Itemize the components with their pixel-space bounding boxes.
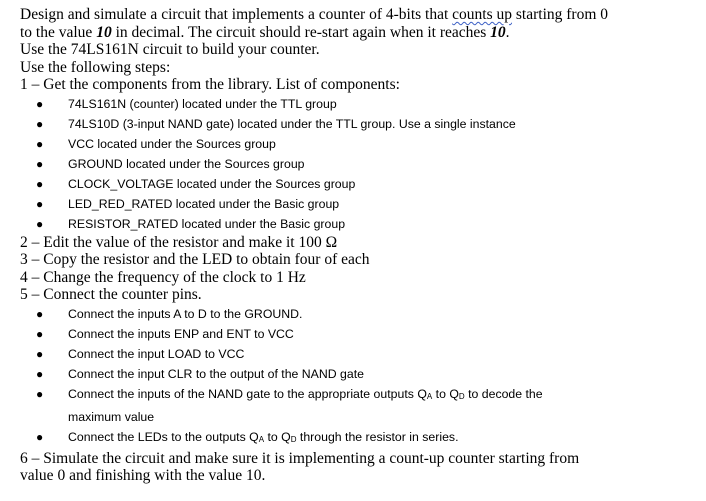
assignment-document xyxy=(20,6,700,485)
list-item-text: CLOCK_VOLTAGE located under the Sources group xyxy=(68,176,356,191)
list-item-text: Connect the inputs ENP and ENT to VCC xyxy=(68,326,294,341)
subscript: A xyxy=(258,434,265,444)
list-item xyxy=(20,364,700,384)
list-item-text: Connect the input CLR to the output of the NAND gate xyxy=(68,366,364,381)
list-item xyxy=(20,324,700,344)
list-item-text: LED_RED_RATED located under the Basic group xyxy=(68,196,340,211)
intro-text: in decimal. The circuit should re-start again when it reaches xyxy=(111,23,491,41)
list-item-text: Connect the LEDs to the outputs Q xyxy=(68,429,259,444)
bullet-icon: ● xyxy=(36,156,44,171)
emphasis-value: 10 xyxy=(490,23,506,41)
list-item-text: to decode the xyxy=(464,386,543,401)
bullet-icon: ● xyxy=(36,216,44,231)
list-item-text: Connect the inputs of the NAND gate to the appropriate outputs Q xyxy=(68,386,427,401)
list-item xyxy=(20,94,700,114)
list-item xyxy=(20,384,700,427)
list-item xyxy=(20,304,700,324)
spellcheck-underlined-text: counts up xyxy=(452,6,513,23)
list-item xyxy=(20,114,700,134)
bullet-icon: ● xyxy=(36,176,44,191)
intro-line-2 xyxy=(20,24,700,42)
intro-text: . xyxy=(505,23,510,41)
subscript: D xyxy=(290,434,297,444)
bullet-icon: ● xyxy=(36,116,44,131)
step-6-line-1: 6 – Simulate the circuit and make sure it is implementing a count-up counter starting from xyxy=(20,449,580,467)
emphasis-value: 10 xyxy=(96,23,112,41)
list-item-text: RESISTOR_RATED located under the Basic group xyxy=(68,216,346,231)
connection-list xyxy=(20,304,700,450)
intro-text: to the value xyxy=(20,23,97,41)
list-item xyxy=(20,344,700,364)
intro-text: Design and simulate a circuit that implements a counter of 4-bits that xyxy=(20,6,453,23)
list-item-text: through the resistor in series. xyxy=(296,429,459,444)
component-list xyxy=(20,94,700,234)
bullet-icon: ● xyxy=(36,196,44,211)
step-2: 2 – Edit the value of the resistor and make it 100 Ω xyxy=(20,233,338,251)
bullet-icon: ● xyxy=(36,346,44,361)
bullet-icon: ● xyxy=(36,366,44,381)
list-item xyxy=(20,194,700,214)
intro-line-4: Use the following steps: xyxy=(20,58,171,76)
step-3: 3 – Copy the resistor and the LED to obtain four of each xyxy=(20,251,370,268)
bullet-icon: ● xyxy=(36,429,44,444)
list-item xyxy=(20,154,700,174)
bullet-icon: ● xyxy=(36,96,44,111)
subscript: D xyxy=(458,391,465,401)
bullet-icon: ● xyxy=(36,306,44,321)
list-item-text: 74LS161N (counter) located under the TTL group xyxy=(68,96,337,111)
step-5-heading: 5 – Connect the counter pins. xyxy=(20,286,202,303)
bullet-icon: ● xyxy=(36,136,44,151)
intro-text: starting from 0 xyxy=(512,6,609,23)
list-item-text: Connect the input LOAD to VCC xyxy=(68,346,245,361)
intro-line-1 xyxy=(20,6,700,24)
list-item xyxy=(20,214,700,234)
list-item-text: 74LS10D (3-input NAND gate) located under the TTL group. Use a single instance xyxy=(68,116,516,131)
list-item xyxy=(20,174,700,194)
list-item-text: VCC located under the Sources group xyxy=(68,136,276,151)
step-1-heading: 1 – Get the components from the library. List of components: xyxy=(20,76,400,93)
bullet-icon: ● xyxy=(36,326,44,341)
list-item-continuation: maximum value xyxy=(68,409,155,424)
step-4: 4 – Change the frequency of the clock to 1 Hz xyxy=(20,268,306,286)
bullet-icon: ● xyxy=(36,386,44,401)
intro-line-3: Use the 74LS161N circuit to build your counter. xyxy=(20,41,320,58)
list-item xyxy=(20,134,700,154)
list-item xyxy=(20,427,700,450)
list-item-text: to Q xyxy=(264,429,291,444)
step-6-line-2: value 0 and finishing with the value 10. xyxy=(20,467,266,484)
list-item-text: to Q xyxy=(432,386,459,401)
list-item-text: Connect the inputs A to D to the GROUND. xyxy=(68,306,303,321)
subscript: A xyxy=(426,391,433,401)
list-item-text: GROUND located under the Sources group xyxy=(68,156,305,171)
